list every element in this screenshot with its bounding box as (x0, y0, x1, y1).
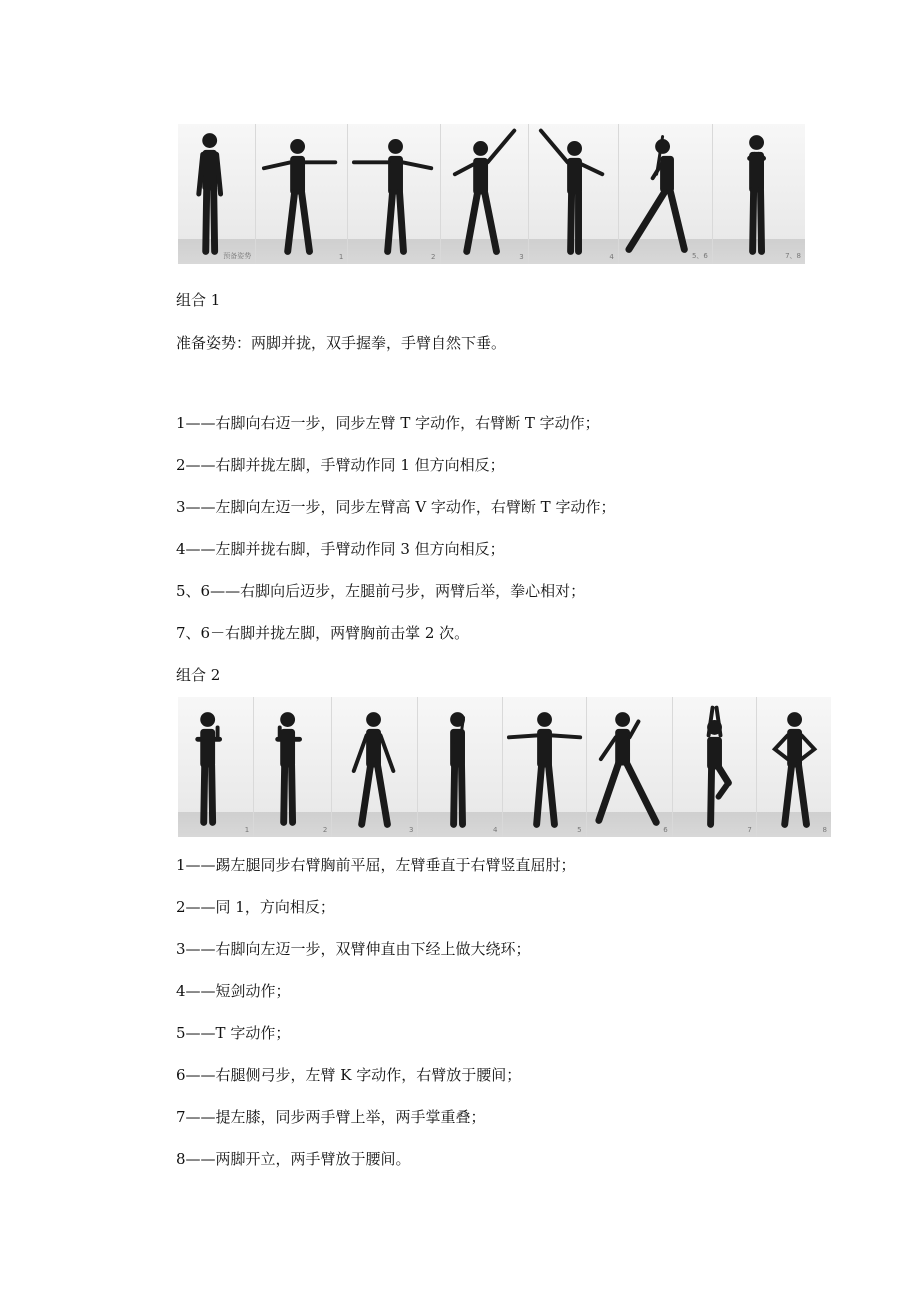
photo-caption: 2 (431, 253, 436, 261)
pose-photo (441, 124, 529, 264)
photo-caption: 7、8 (785, 252, 801, 260)
photo-caption: 3 (519, 253, 524, 261)
pose-photo (587, 697, 673, 837)
combo-2-heading: 组合 2 (176, 666, 221, 684)
pose-photo (178, 697, 254, 837)
pose-photo (256, 124, 348, 264)
combo-2-step: 1——踢左腿同步右臂胸前平屈，左臂垂直于右臂竖直屈肘； (176, 856, 576, 874)
photo-caption: 6 (663, 826, 668, 834)
combo-1-step: 5、6——右脚向后迈步，左腿前弓步，两臂后举，拳心相对； (176, 582, 586, 600)
pose-photo (178, 124, 256, 264)
combo-1-step: 2——右脚并拢左脚，手臂动作同 1 但方向相反； (176, 456, 505, 474)
pose-photo (503, 697, 587, 837)
photo-strip-combo-2 (178, 697, 831, 837)
combo-1-step: 4——左脚并拢右脚，手臂动作同 3 但方向相反； (176, 540, 505, 558)
combo-1-heading: 组合 1 (176, 291, 221, 309)
pose-photo (673, 697, 757, 837)
combo-2-step: 6——右腿侧弓步，左臂 K 字动作，右臂放于腰间； (176, 1066, 522, 1084)
combo-2-step: 3——右脚向左迈一步，双臂伸直由下经上做大绕环； (176, 940, 531, 958)
pose-photo (757, 697, 831, 837)
photo-caption: 1 (338, 253, 344, 261)
photo-caption: 7 (747, 826, 752, 834)
photo-caption: 预备姿势 (223, 252, 252, 260)
pose-photo (332, 697, 418, 837)
combo-2-step: 7——提左膝，同步两手臂上举，两手掌重叠； (176, 1108, 486, 1126)
combo-2-step: 8——两脚开立，两手臂放于腰间。 (176, 1150, 411, 1168)
pose-photo (619, 124, 713, 264)
photo-caption: 3 (408, 826, 414, 834)
photo-caption: 1 (244, 826, 250, 834)
combo-1-step: 3——左脚向左迈一步，同步左臂高 V 字动作，右臂断 T 字动作； (176, 498, 616, 516)
photo-caption: 8 (822, 826, 827, 834)
combo-2-step: 4——短剑动作； (176, 982, 291, 1000)
combo-1-step: 1——右脚向右迈一步，同步左臂 T 字动作，右臂断 T 字动作； (176, 414, 600, 432)
combo-1-prep: 准备姿势：两脚并拢，双手握拳，手臂自然下垂。 (176, 334, 507, 352)
photo-caption: 5 (577, 826, 582, 834)
pose-photo (254, 697, 332, 837)
photo-caption: 5、6 (691, 252, 708, 260)
photo-caption: 4 (609, 253, 614, 261)
photo-strip-combo-1 (178, 124, 805, 264)
photo-caption: 4 (493, 826, 498, 834)
combo-1-step: 7、6－右脚并拢左脚，两臂胸前击掌 2 次。 (176, 624, 470, 642)
pose-photo (713, 124, 805, 264)
combo-2-step: 5——T 字动作； (176, 1024, 291, 1042)
pose-photo (348, 124, 440, 264)
photo-caption: 2 (322, 826, 328, 834)
pose-photo (529, 124, 619, 264)
pose-photo (418, 697, 502, 837)
combo-2-step: 2——同 1，方向相反； (176, 898, 335, 916)
